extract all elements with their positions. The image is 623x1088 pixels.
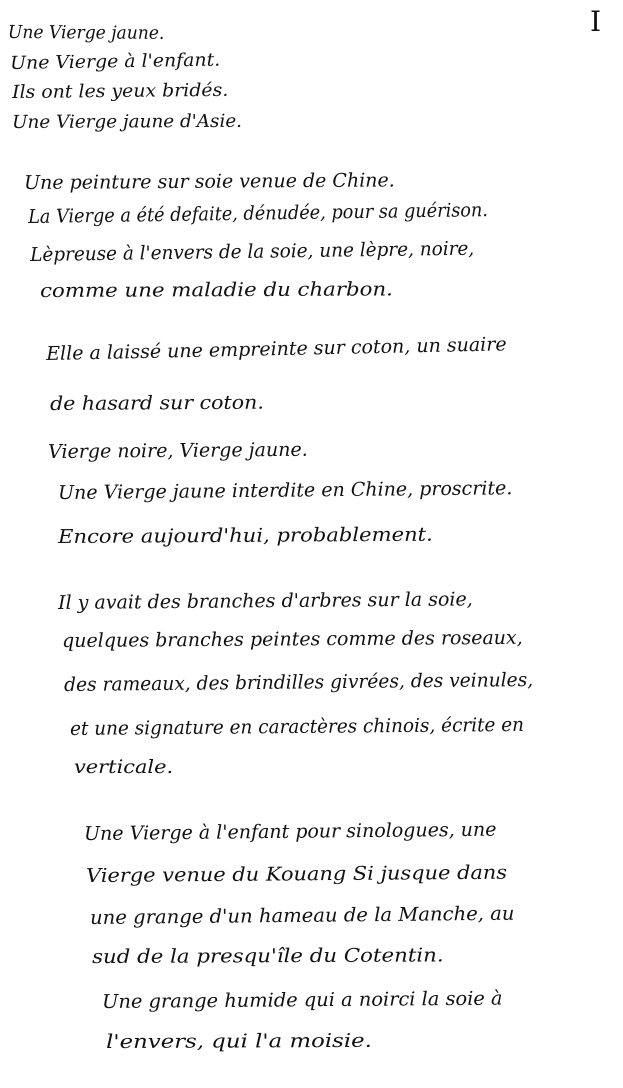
stanza-3-line-2: de hasard sur coton. [49, 391, 264, 415]
stanza-2-line-1: Une peinture sur soie venue de Chine. [23, 169, 395, 194]
stanza-3-line-5: Encore aujourd'hui, probablement. [57, 523, 433, 548]
stanza-3-line-3: Vierge noire, Vierge jaune. [47, 438, 308, 463]
stanza-1-line-3: Ils ont les yeux bridés. [11, 79, 229, 103]
stanza-4-line-2: quelques branches peintes comme des roseaux, [61, 626, 523, 652]
page-number: I [590, 5, 602, 38]
stanza-1-line-4: Une Vierge jaune d'Asie. [11, 110, 243, 133]
stanza-4-line-5: verticale. [74, 756, 174, 778]
stanza-3-line-1: Elle a laissé une empreinte sur coton, un suaire [45, 333, 507, 365]
stanza-2-line-4: comme une maladie du charbon. [39, 278, 393, 302]
stanza-2-line-2: La Vierge a été defaite, dénudée, pour sa guérison. [27, 199, 489, 228]
stanza-5-line-1: Une Vierge à l'enfant pour sinologues, une [83, 818, 497, 845]
stanza-4-line-3: des rameaux, des brindilles givrées, des veinules, [63, 668, 534, 696]
stanza-4-line-4: et une signature en caractères chinois, écrite en [69, 713, 525, 740]
stanza-1-line-2: Une Vierge à l'enfant. [9, 49, 221, 74]
stanza-5-line-6: l'envers, qui l'a moisie. [105, 1029, 372, 1053]
stanza-2-line-3: Lèpreuse à l'envers de la soie, une lèpre, noire, [29, 237, 475, 266]
stanza-5-line-4: sud de la presqu'île du Cotentin. [91, 944, 444, 968]
stanza-5-line-2: Vierge venue du Kouang Si jusque dans [85, 861, 508, 887]
stanza-1-line-1: Une Vierge jaune. [7, 22, 165, 44]
stanza-5-line-5: Une grange humide qui a noirci la soie à [101, 987, 503, 1013]
stanza-4-line-1: Il y avait des branches d'arbres sur la soie, [57, 588, 473, 614]
stanza-3-line-4: Une Vierge jaune interdite en Chine, proscrite. [57, 477, 513, 504]
stanza-5-line-3: une grange d'un hameau de la Manche, au [89, 902, 515, 929]
